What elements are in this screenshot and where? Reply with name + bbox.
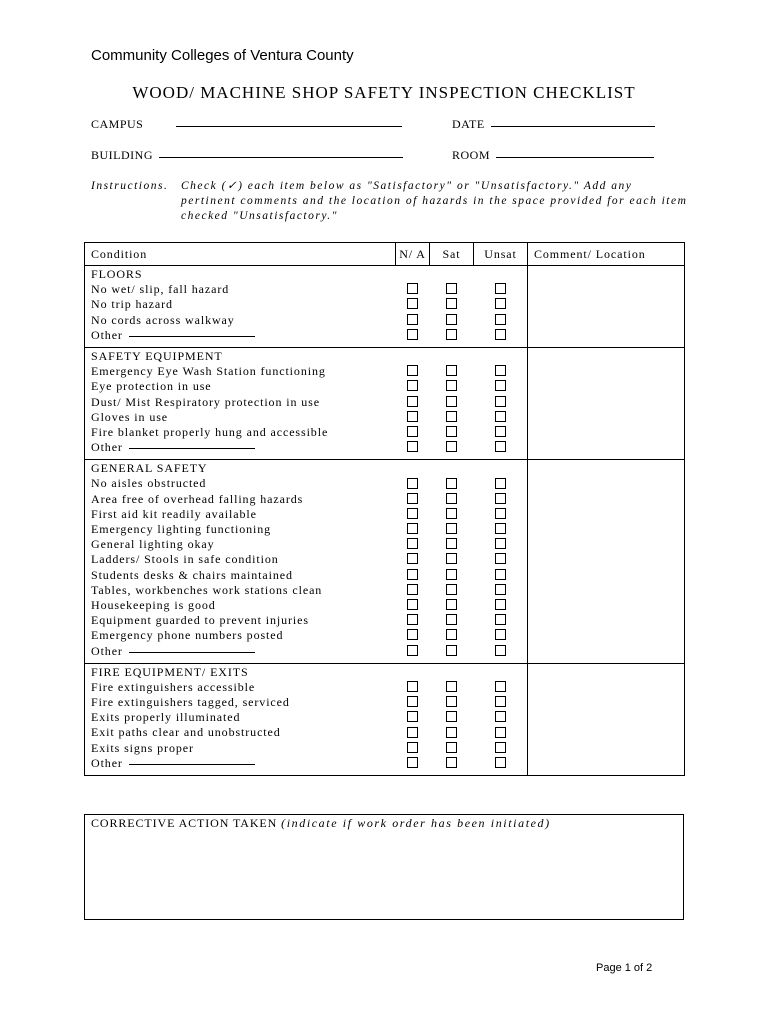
instructions-lead: Instructions. <box>91 180 169 192</box>
condition-item <box>91 680 396 695</box>
sat-checkbox[interactable] <box>446 711 457 722</box>
sat-checkbox[interactable] <box>446 396 457 407</box>
comment-location-cell[interactable] <box>528 663 685 775</box>
sat-checkbox[interactable] <box>446 742 457 753</box>
sat-checkbox[interactable] <box>446 757 457 768</box>
room-input-line[interactable] <box>496 157 654 158</box>
column-unsat-checkboxes <box>474 266 528 348</box>
sat-checkbox[interactable] <box>446 696 457 707</box>
campus-input-line[interactable] <box>176 126 402 127</box>
checklist-table <box>84 242 685 776</box>
column-sat-checkboxes <box>430 460 474 663</box>
na-checkbox[interactable] <box>407 441 418 452</box>
column-na-checkboxes <box>396 663 430 775</box>
sat-checkbox[interactable] <box>446 283 457 294</box>
unsat-checkbox[interactable] <box>495 553 506 564</box>
sat-checkbox[interactable] <box>446 365 457 376</box>
unsat-checkbox[interactable] <box>495 283 506 294</box>
sat-checkbox[interactable] <box>446 411 457 422</box>
column-na-checkboxes <box>396 460 430 663</box>
unsat-checkbox[interactable] <box>495 599 506 610</box>
condition-item <box>91 568 396 583</box>
column-header-na: N/ A <box>396 243 430 266</box>
condition-label: Other <box>91 755 123 770</box>
room-field <box>452 148 654 163</box>
sat-checkbox[interactable] <box>446 508 457 519</box>
comment-location-cell[interactable] <box>528 347 685 459</box>
condition-label: General lighting okay <box>91 537 215 552</box>
condition-item <box>91 552 396 567</box>
na-checkbox[interactable] <box>407 584 418 595</box>
condition-label: Other <box>91 643 123 658</box>
unsat-checkbox[interactable] <box>495 584 506 595</box>
sat-checkbox[interactable] <box>446 538 457 549</box>
condition-label: Emergency Eye Wash Station functioning <box>91 364 326 379</box>
condition-item <box>91 756 396 771</box>
condition-item <box>91 425 396 440</box>
sat-checkbox[interactable] <box>446 426 457 437</box>
na-checkbox[interactable] <box>407 629 418 640</box>
building-field <box>91 148 403 163</box>
date-input-line[interactable] <box>491 126 655 127</box>
section-conditions <box>85 347 396 459</box>
unsat-checkbox[interactable] <box>495 711 506 722</box>
na-checkbox[interactable] <box>407 742 418 753</box>
section-title: SAFETY EQUIPMENT <box>91 348 223 363</box>
na-checkbox[interactable] <box>407 314 418 325</box>
sat-checkbox[interactable] <box>446 681 457 692</box>
na-checkbox[interactable] <box>407 523 418 534</box>
comment-location-cell[interactable] <box>528 460 685 663</box>
unsat-checkbox[interactable] <box>495 629 506 640</box>
na-checkbox[interactable] <box>407 614 418 625</box>
na-checkbox[interactable] <box>407 681 418 692</box>
na-checkbox[interactable] <box>407 493 418 504</box>
sat-checkbox[interactable] <box>446 645 457 656</box>
column-unsat-checkboxes <box>474 347 528 459</box>
condition-item <box>91 395 396 410</box>
column-header-condition: Condition <box>85 243 396 266</box>
organization-name: Community Colleges of Ventura County <box>91 47 354 64</box>
condition-label: Tables, workbenches work stations clean <box>91 582 323 597</box>
unsat-checkbox[interactable] <box>495 493 506 504</box>
condition-label: Eye protection in use <box>91 379 212 394</box>
sat-checkbox[interactable] <box>446 441 457 452</box>
unsat-checkbox[interactable] <box>495 380 506 391</box>
na-checkbox[interactable] <box>407 569 418 580</box>
na-checkbox[interactable] <box>407 329 418 340</box>
condition-item <box>91 507 396 522</box>
corrective-action-box[interactable] <box>84 814 684 920</box>
sat-checkbox[interactable] <box>446 727 457 738</box>
condition-label: No cords across walkway <box>91 312 235 327</box>
condition-label: Exit paths clear and unobstructed <box>91 725 281 740</box>
sat-checkbox[interactable] <box>446 599 457 610</box>
na-checkbox[interactable] <box>407 426 418 437</box>
unsat-checkbox[interactable] <box>495 696 506 707</box>
checklist-header-row <box>85 243 685 266</box>
corrective-action-label: CORRECTIVE ACTION TAKEN <box>91 816 278 830</box>
na-checkbox[interactable] <box>407 283 418 294</box>
na-checkbox[interactable] <box>407 711 418 722</box>
condition-item <box>91 364 396 379</box>
unsat-checkbox[interactable] <box>495 614 506 625</box>
sat-checkbox[interactable] <box>446 584 457 595</box>
unsat-checkbox[interactable] <box>495 396 506 407</box>
unsat-checkbox[interactable] <box>495 329 506 340</box>
condition-item <box>91 492 396 507</box>
na-checkbox[interactable] <box>407 727 418 738</box>
na-checkbox[interactable] <box>407 508 418 519</box>
condition-label: Dust/ Mist Respiratory protection in use <box>91 394 320 409</box>
unsat-checkbox[interactable] <box>495 508 506 519</box>
sat-checkbox[interactable] <box>446 569 457 580</box>
unsat-checkbox[interactable] <box>495 538 506 549</box>
condition-item <box>91 741 396 756</box>
unsat-checkbox[interactable] <box>495 523 506 534</box>
na-checkbox[interactable] <box>407 757 418 768</box>
condition-item <box>91 410 396 425</box>
condition-item <box>91 695 396 710</box>
na-checkbox[interactable] <box>407 599 418 610</box>
condition-item <box>91 328 396 343</box>
condition-item <box>91 598 396 613</box>
date-field <box>452 117 655 132</box>
column-unsat-checkboxes <box>474 460 528 663</box>
condition-label: Students desks & chairs maintained <box>91 567 293 582</box>
section-title: FIRE EQUIPMENT/ EXITS <box>91 664 249 679</box>
building-label: BUILDING <box>91 148 153 162</box>
date-label: DATE <box>452 117 485 131</box>
condition-item <box>91 476 396 491</box>
condition-item <box>91 613 396 628</box>
page-number: Page 1 of 2 <box>596 962 653 974</box>
condition-item <box>91 440 396 455</box>
other-input-line[interactable] <box>129 652 255 653</box>
section-row-general-safety <box>85 460 685 663</box>
na-checkbox[interactable] <box>407 298 418 309</box>
condition-item <box>91 379 396 394</box>
na-checkbox[interactable] <box>407 696 418 707</box>
room-label: ROOM <box>452 148 491 162</box>
unsat-checkbox[interactable] <box>495 727 506 738</box>
unsat-checkbox[interactable] <box>495 757 506 768</box>
condition-item <box>91 522 396 537</box>
unsat-checkbox[interactable] <box>495 298 506 309</box>
section-conditions <box>85 266 396 348</box>
unsat-checkbox[interactable] <box>495 411 506 422</box>
unsat-checkbox[interactable] <box>495 365 506 376</box>
na-checkbox[interactable] <box>407 396 418 407</box>
condition-label: No aisles obstructed <box>91 476 207 491</box>
sat-checkbox[interactable] <box>446 314 457 325</box>
condition-label: Fire extinguishers tagged, serviced <box>91 695 290 710</box>
condition-label: First aid kit readily available <box>91 506 257 521</box>
condition-label: Other <box>91 440 123 455</box>
condition-label: Ladders/ Stools in safe condition <box>91 552 279 567</box>
condition-item <box>91 644 396 659</box>
sat-checkbox[interactable] <box>446 614 457 625</box>
column-sat-checkboxes <box>430 663 474 775</box>
condition-label: Equipment guarded to prevent injuries <box>91 613 309 628</box>
na-checkbox[interactable] <box>407 365 418 376</box>
column-sat-checkboxes <box>430 266 474 348</box>
other-input-line[interactable] <box>129 764 255 765</box>
campus-field <box>91 117 402 132</box>
unsat-checkbox[interactable] <box>495 478 506 489</box>
condition-label: Emergency lighting functioning <box>91 522 272 536</box>
instructions <box>91 179 691 225</box>
na-checkbox[interactable] <box>407 380 418 391</box>
na-checkbox[interactable] <box>407 553 418 564</box>
unsat-checkbox[interactable] <box>495 742 506 753</box>
campus-label: CAMPUS <box>91 117 144 131</box>
sat-checkbox[interactable] <box>446 478 457 489</box>
sat-checkbox[interactable] <box>446 553 457 564</box>
building-input-line[interactable] <box>159 157 403 158</box>
column-header-comment: Comment/ Location <box>528 243 685 266</box>
section-title: FLOORS <box>91 267 143 281</box>
column-sat-checkboxes <box>430 347 474 459</box>
na-checkbox[interactable] <box>407 411 418 422</box>
condition-item <box>91 537 396 552</box>
condition-item <box>91 282 396 297</box>
section-row-floors <box>85 266 685 348</box>
section-title: GENERAL SAFETY <box>91 461 208 476</box>
comment-location-cell[interactable] <box>528 266 685 348</box>
na-checkbox[interactable] <box>407 538 418 549</box>
unsat-checkbox[interactable] <box>495 681 506 692</box>
unsat-checkbox[interactable] <box>495 314 506 325</box>
na-checkbox[interactable] <box>407 478 418 489</box>
condition-label: Exits signs proper <box>91 740 194 755</box>
condition-label: Emergency phone numbers posted <box>91 628 284 643</box>
condition-item <box>91 313 396 328</box>
na-checkbox[interactable] <box>407 645 418 656</box>
condition-label: Other <box>91 327 123 342</box>
sat-checkbox[interactable] <box>446 493 457 504</box>
condition-item <box>91 628 396 643</box>
sat-checkbox[interactable] <box>446 523 457 534</box>
column-header-unsat: Unsat <box>474 243 528 266</box>
section-row-safety-equipment <box>85 347 685 459</box>
section-conditions <box>85 460 396 663</box>
condition-label: Area free of overhead falling hazards <box>91 491 304 506</box>
condition-item <box>91 297 396 312</box>
condition-label: No trip hazard <box>91 297 173 312</box>
condition-label: Fire blanket properly hung and accessible <box>91 424 329 439</box>
section-row-fire-equipment-exits <box>85 663 685 775</box>
corrective-action-note: (indicate if work order has been initiated) <box>281 816 551 830</box>
other-input-line[interactable] <box>129 336 255 337</box>
condition-item <box>91 583 396 598</box>
sat-checkbox[interactable] <box>446 380 457 391</box>
unsat-checkbox[interactable] <box>495 569 506 580</box>
instructions-text: Check (✓) each item below as "Satisfactory" or "Unsatisfactory." Add any pertinent comments and the location of hazards in the space provided for each item checked "Unsatisfactory." <box>181 180 688 223</box>
unsat-checkbox[interactable] <box>495 426 506 437</box>
column-header-sat: Sat <box>430 243 474 266</box>
condition-item <box>91 710 396 725</box>
section-conditions <box>85 663 396 775</box>
other-input-line[interactable] <box>129 448 255 449</box>
sat-checkbox[interactable] <box>446 298 457 309</box>
unsat-checkbox[interactable] <box>495 441 506 452</box>
document-title: WOOD/ MACHINE SHOP SAFETY INSPECTION CHECKLIST <box>132 83 636 102</box>
column-unsat-checkboxes <box>474 663 528 775</box>
condition-label: Gloves in use <box>91 409 169 424</box>
sat-checkbox[interactable] <box>446 629 457 640</box>
condition-label: Exits properly illuminated <box>91 710 241 725</box>
unsat-checkbox[interactable] <box>495 645 506 656</box>
condition-label: Fire extinguishers accessible <box>91 679 256 694</box>
column-na-checkboxes <box>396 266 430 348</box>
column-na-checkboxes <box>396 347 430 459</box>
sat-checkbox[interactable] <box>446 329 457 340</box>
condition-item <box>91 725 396 740</box>
condition-label: No wet/ slip, fall hazard <box>91 282 230 297</box>
condition-label: Housekeeping is good <box>91 597 216 612</box>
